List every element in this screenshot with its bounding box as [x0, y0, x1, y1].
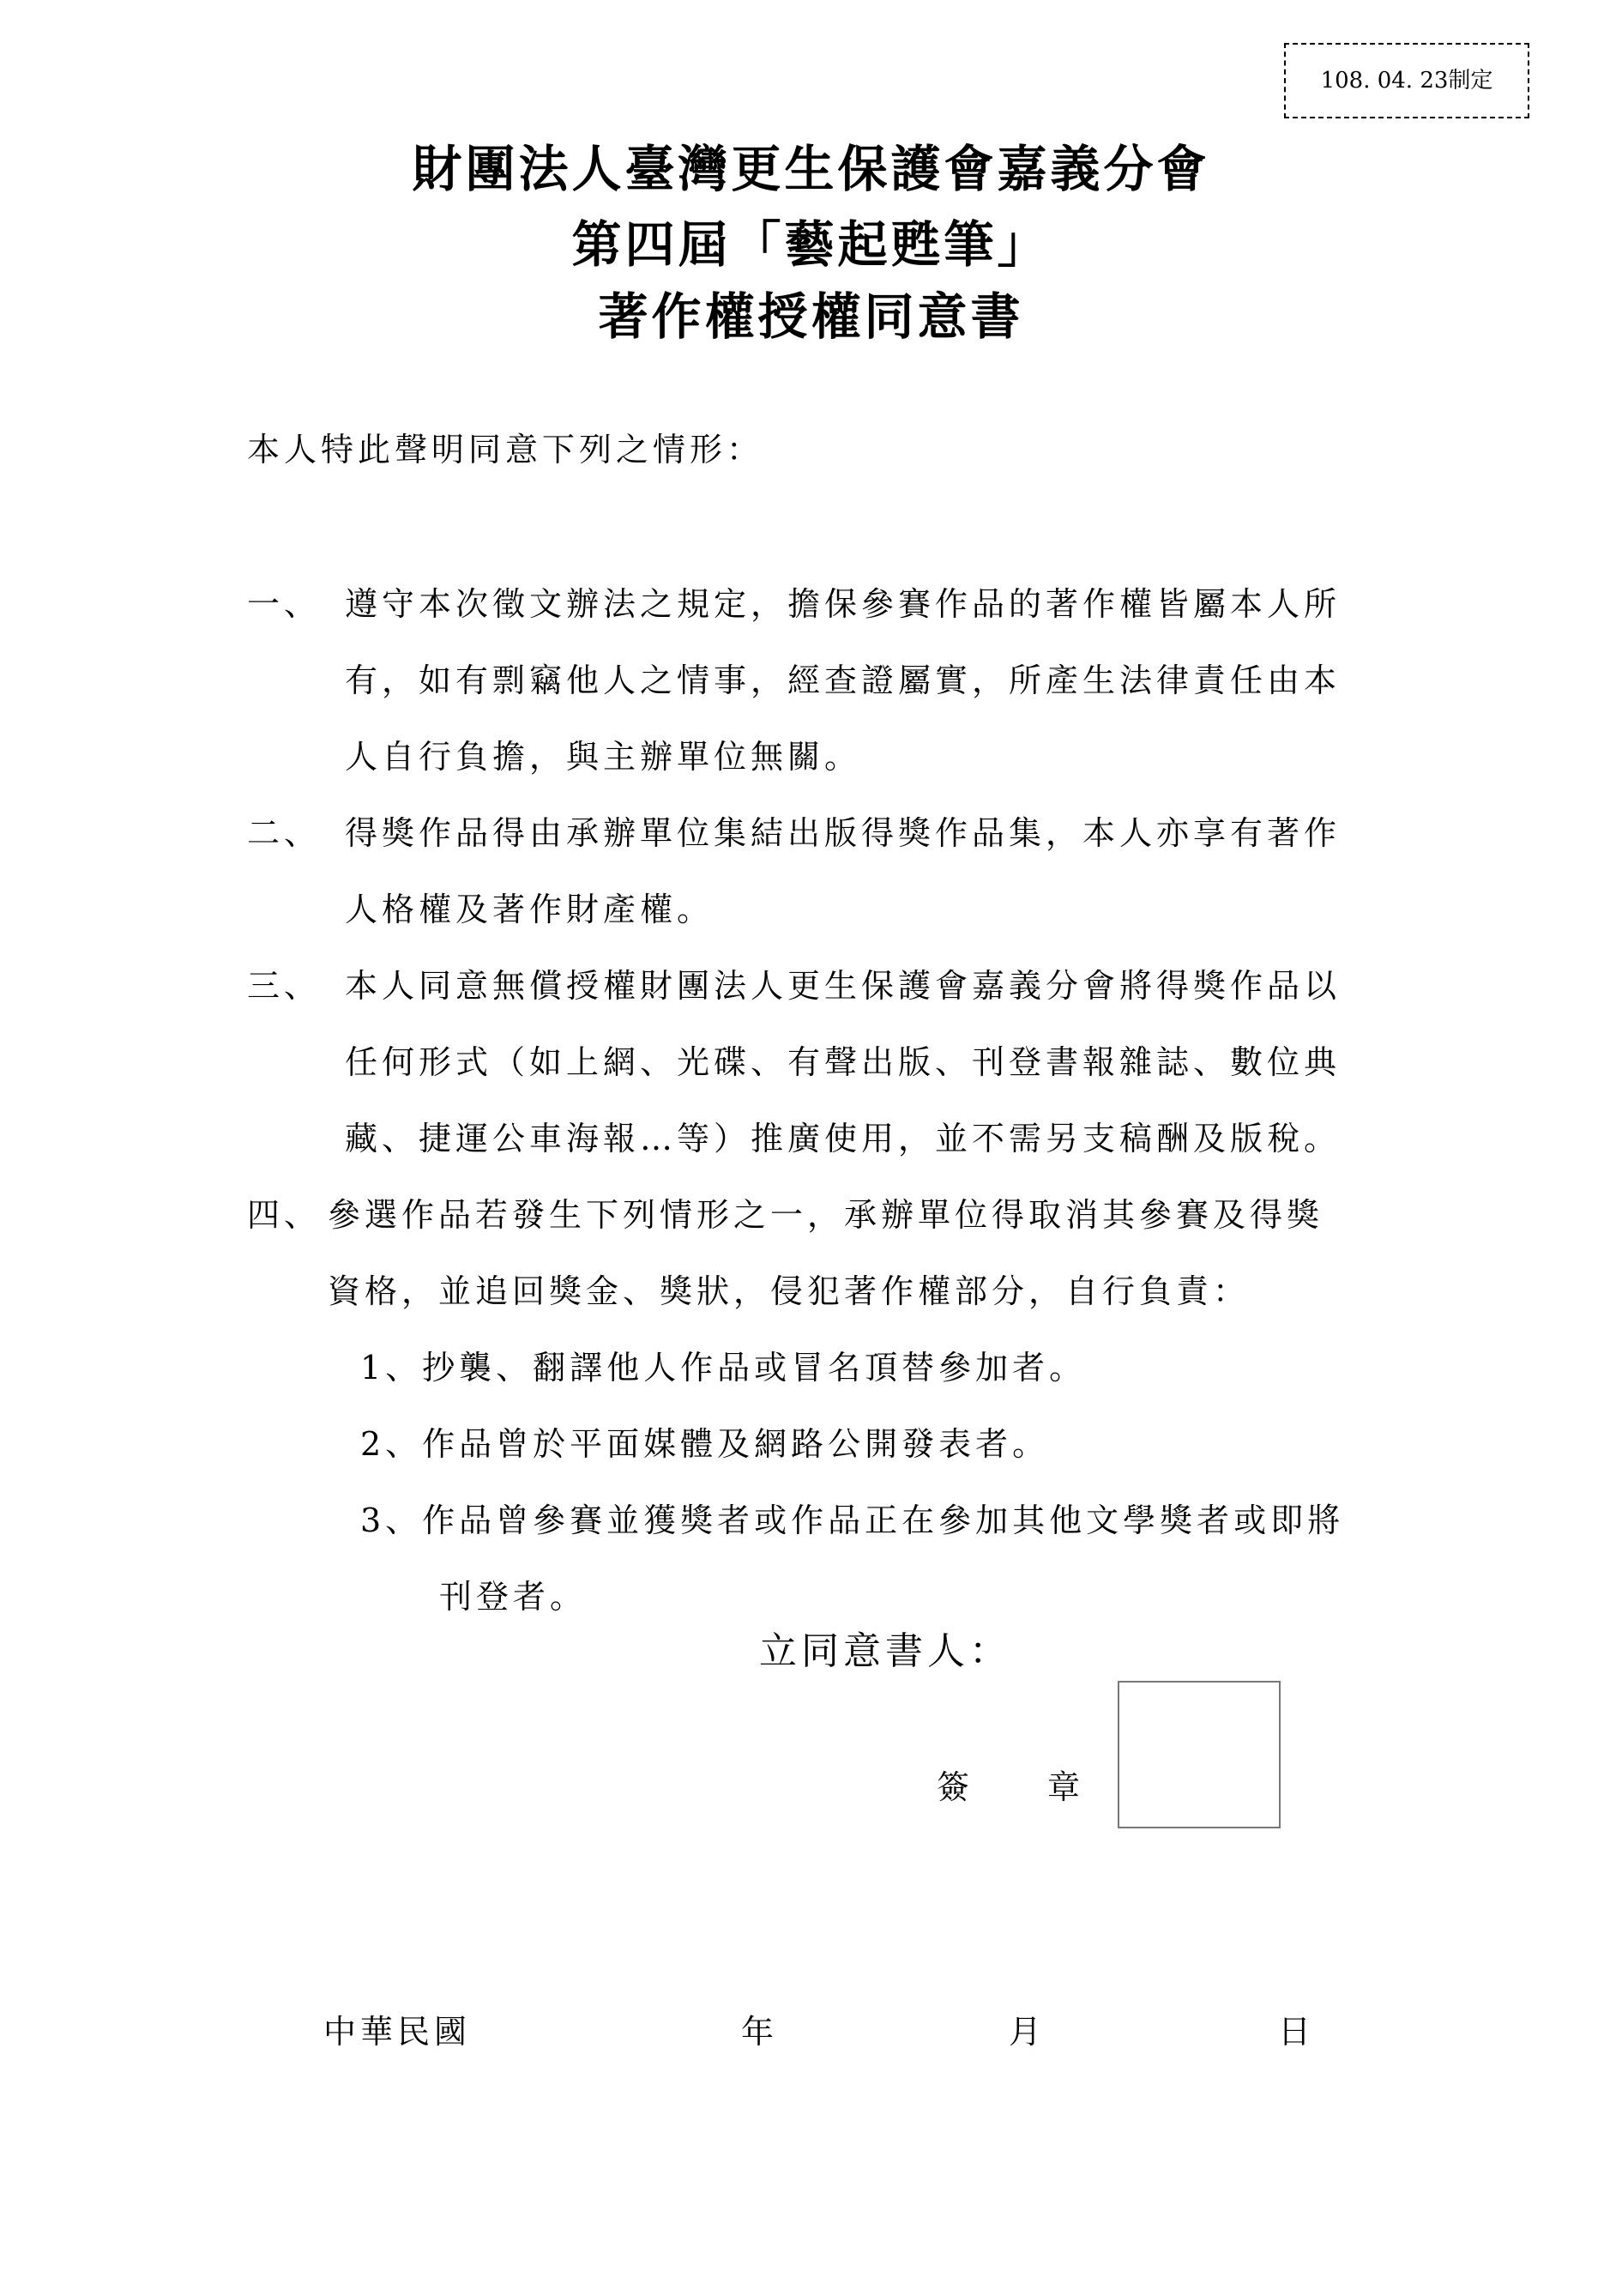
item-2-marker: 二、 [247, 814, 322, 852]
date-year: 年 [741, 2013, 779, 2051]
seal-box[interactable] [1118, 1681, 1281, 1828]
intro-text: 本人特此聲明同意下列之情形： [247, 431, 764, 468]
item-4-line-1: 參選作品若發生下列情形之一，承辦單位得取消其參賽及得獎 [328, 1196, 1324, 1234]
item-2-line-2: 人格權及著作財產權。 [345, 891, 715, 928]
seal-label: 簽 章 [937, 1768, 1085, 1806]
item-3-line-2: 任何形式（如上網、光碟、有聲出版、刊登書報雜誌、數位典 [345, 1043, 1342, 1081]
item-2-line-1: 得獎作品得由承辦單位集結出版得獎作品集，本人亦享有著作 [345, 814, 1342, 852]
title-document: 著作權授權同意書 [598, 287, 1024, 346]
revision-date-box [1284, 43, 1529, 118]
revision-date: 108. 04. 23制定 [1320, 68, 1493, 94]
signatory-label: 立同意書人： [759, 1629, 1011, 1673]
item-4-marker: 四、 [247, 1196, 322, 1234]
item-1-marker: 一、 [247, 585, 322, 623]
title-organization: 財團法人臺灣更生保護會嘉義分會 [412, 140, 1210, 198]
item-4-line-2: 資格，並追回獎金、獎狀，侵犯著作權部分，自行負責： [328, 1272, 1251, 1310]
item-3-line-3: 藏、捷運公車海報…等）推廣使用，並不需另支稿酬及版稅。 [345, 1120, 1342, 1157]
subitem-2: 2、作品曾於平面媒體及網路公開發表者。 [360, 1425, 1050, 1463]
item-1-line-2: 有，如有剽竊他人之情事，經查證屬實，所產生法律責任由本 [345, 662, 1342, 699]
date-era: 中華民國 [323, 2013, 472, 2051]
subitem-1: 1、抄襲、翻譯他人作品或冒名頂替參加者。 [360, 1349, 1087, 1387]
item-1-line-1: 遵守本次徵文辦法之規定，擔保參賽作品的著作權皆屬本人所 [345, 585, 1342, 623]
subitem-3-line-1: 3、作品曾參賽並獲獎者或作品正在參加其他文學獎者或即將 [360, 1501, 1345, 1539]
item-3-marker: 三、 [247, 967, 322, 1005]
date-month: 月 [1009, 2013, 1046, 2051]
date-day: 日 [1278, 2013, 1316, 2051]
item-1-line-3: 人自行負擔，與主辦單位無關。 [345, 738, 862, 776]
item-3-line-1: 本人同意無償授權財團法人更生保護會嘉義分會將得獎作品以 [345, 967, 1342, 1005]
subitem-3-line-2: 刊登者。 [439, 1578, 588, 1616]
title-event: 第四屆「藝起甦筆」 [571, 215, 1051, 274]
